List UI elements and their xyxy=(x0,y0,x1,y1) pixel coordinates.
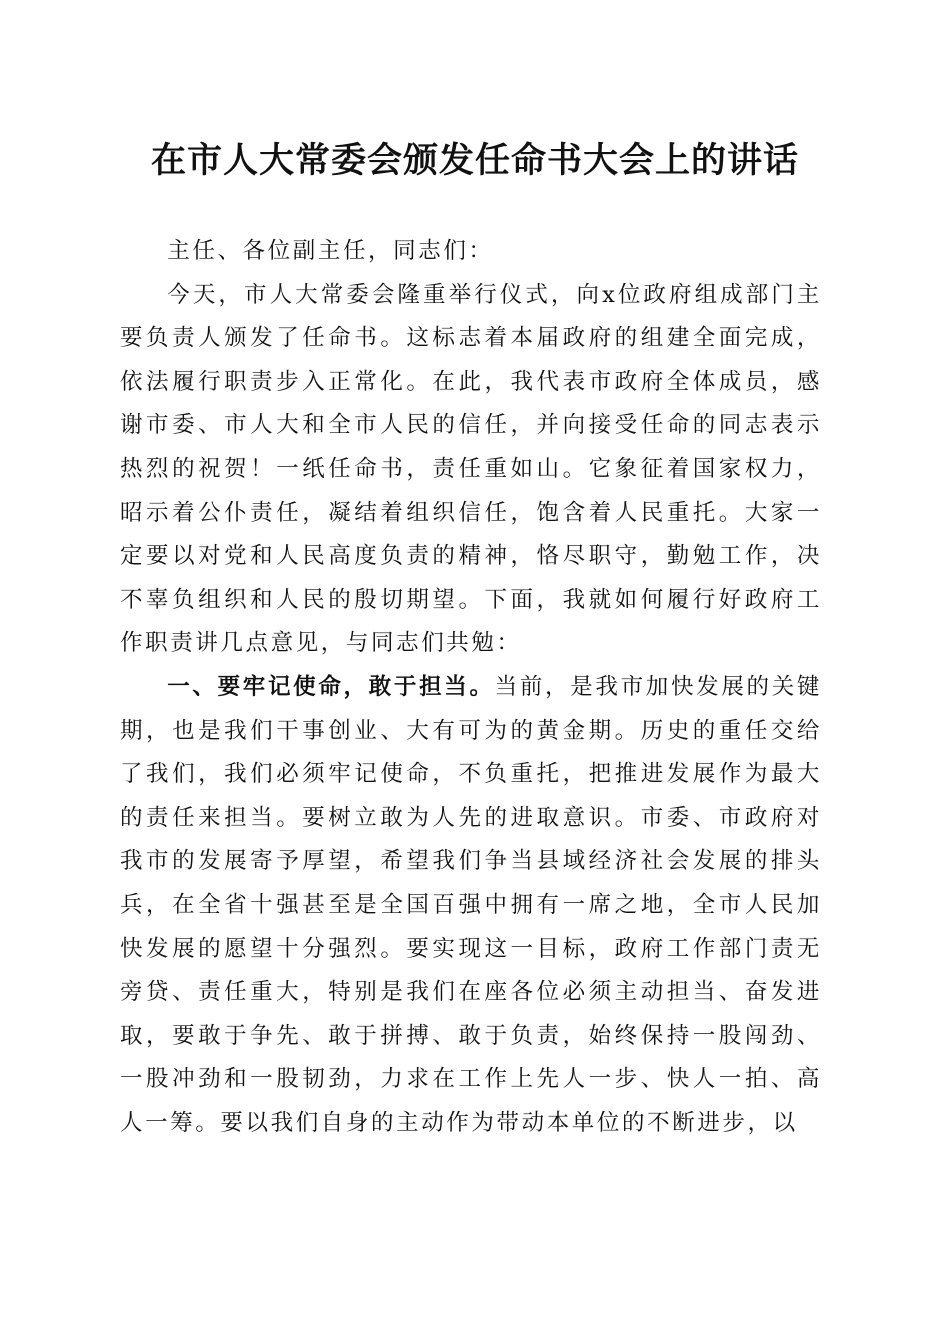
paragraph-intro: 今天，市人大常委会隆重举行仪式，向x位政府组成部门主要负责人颁发了任命书。这标志着本届政府的组建全面完成，依法履行职责步入正常化。在此，我代表市政府全体成员，感谢市委、市人大和全市人民的信任，并向接受任命的同志表示热烈的祝贺！一纸任命书，责任重如山。它象征着国家权力，昭示着公仆责任，凝结着组织信任，饱含着人民重托。大家一定要以对党和人民高度负责的精神，恪尽职守，勤勉工作，决不辜负组织和人民的殷切期望。下面，我就如何履行好政府工作职责讲几点意见，与同志们共勉： xyxy=(120,281,822,657)
document-title: 在市人大常委会颁发任命书大会上的讲话 xyxy=(150,140,799,181)
section-heading: 一、要牢记使命，敢于担当。 xyxy=(167,673,495,700)
salutation: 主任、各位副主任，同志们： xyxy=(167,238,494,264)
document-body xyxy=(120,230,822,1145)
section-text: 当前，是我市加快发展的关键期，也是我们干事创业、大有可为的黄金期。历史的重任交给了我们，我们必须牢记使命，不负重托，把推进发展作为最大的责任来担当。要树立敢为人先的进取意识。市委、市政府对我市的发展寄予厚望，希望我们争当县域经济社会发展的排头兵，在全省十强甚至是全国百强中拥有一席之地，全市人民加快发展的愿望十分强烈。要实现这一目标，政府工作部门责无旁贷、责任重大，特别是我们在座各位必须主动担当、奋发进取，要敢于争先、敢于拼搏、敢于负责，始终保持一股闯劲、一股冲劲和一股韧劲，力求在工作上先人一步、快人一拍、高人一筹。要以我们自身的主动作为带动本单位的不断进步，以 xyxy=(120,673,822,1136)
paragraph-section-1 xyxy=(120,666,822,1146)
